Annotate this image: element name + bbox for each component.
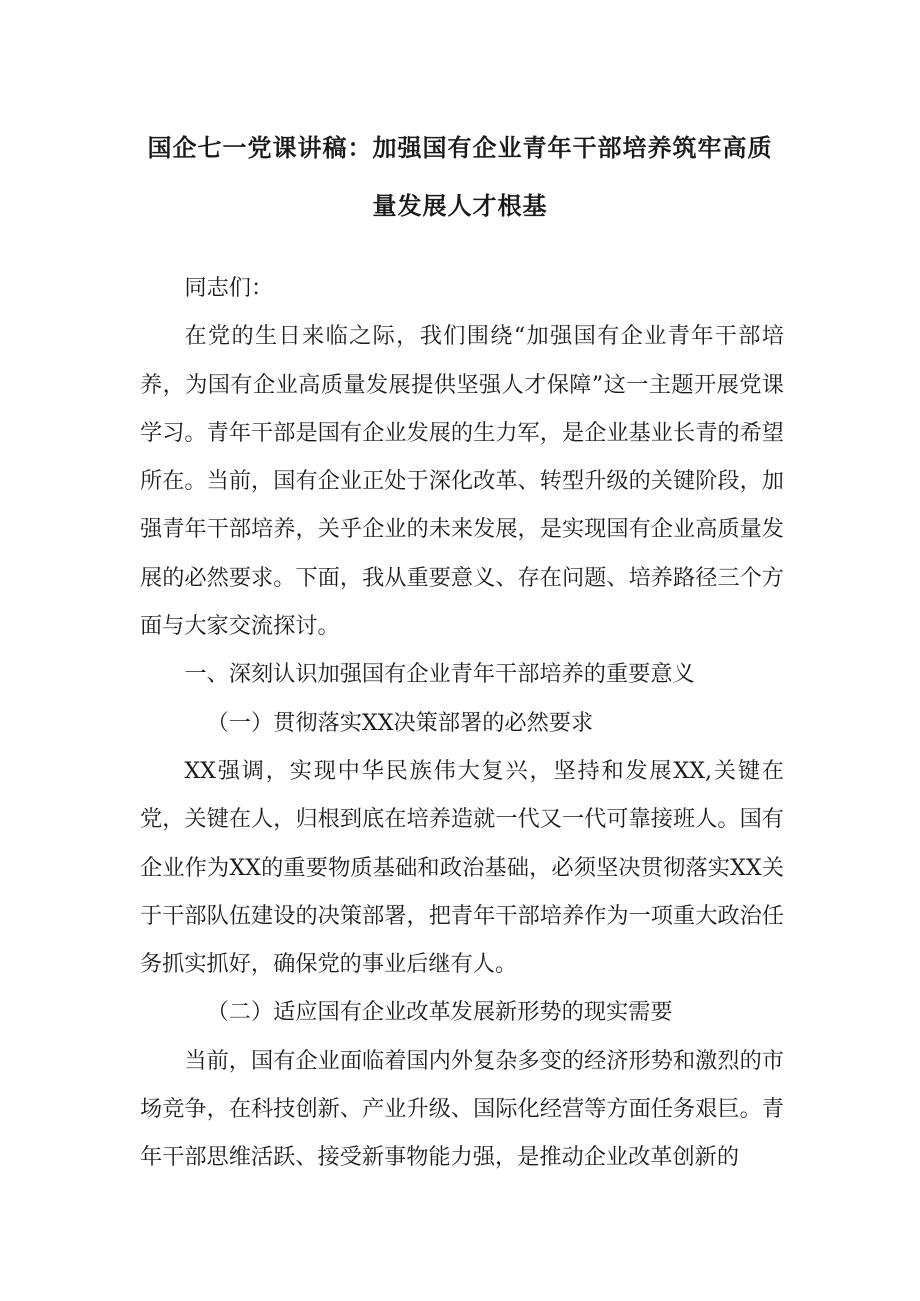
document-title-line-1: 国企七一党课讲稿：加强国有企业青年干部培养筑牢高质	[147, 133, 773, 162]
subsection-1-paragraph: XX强调，实现中华民族伟大复兴，坚持和发展XX,关键在党，关键在人，归根到底在培养造就一代又一代可靠接班人。国有企业作为XX的重要物质基础和政治基础，必须坚决贯彻落实XX关于干部队伍建设的决策部署，把青年干部培养作为一项重大政治任务抓实抓好，确保党的事业后继有人。	[140, 757, 784, 978]
document-title-line-2: 量发展人才根基	[372, 191, 548, 220]
salutation: 同志们：	[184, 275, 274, 301]
subsection-1-heading: （一）贯彻落实XX决策部署的必然要求	[206, 709, 594, 736]
section-1-heading: 一、深刻认识加强国有企业青年干部培养的重要意义	[184, 661, 695, 688]
document-body	[140, 264, 784, 1182]
subsection-2-paragraph: 当前，国有企业面临着国内外复杂多变的经济形势和激烈的市场竞争，在科技创新、产业升级、国际化经营等方面任务艰巨。青年干部思维活跃、接受新事物能力强，是推动企业改革创新的	[140, 1047, 784, 1171]
subsection-2-heading: （二）适应国有企业改革发展新形势的现实需要	[206, 999, 673, 1026]
intro-paragraph: 在党的生日来临之际，我们围绕“加强国有企业青年干部培养，为国有企业高质量发展提供坚强人才保障”这一主题开展党课学习。青年干部是国有企业发展的生力军，是企业基业长青的希望所在。当前，国有企业正处于深化改革、转型升级的关键阶段，加强青年干部培养，关乎企业的未来发展，是实现国有企业高质量发展的必然要求。下面，我从重要意义、存在问题、培养路径三个方面与大家交流探讨。	[140, 323, 784, 640]
